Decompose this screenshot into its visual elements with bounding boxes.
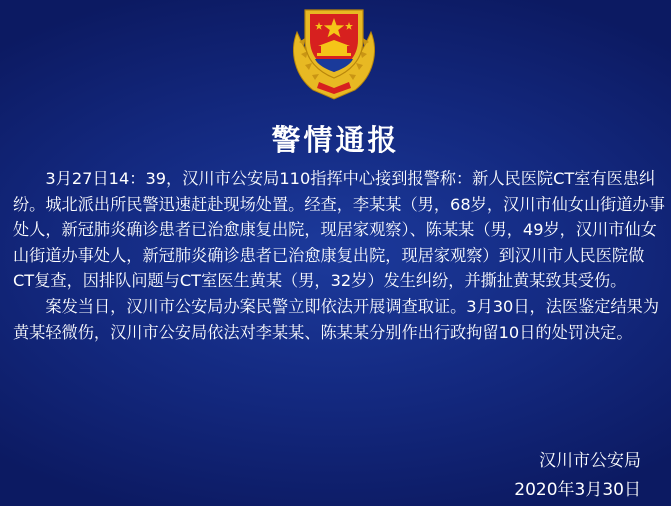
notice-title: 警情通报: [271, 123, 400, 157]
police-emblem-icon: [279, 2, 389, 102]
notice-issuer: 汉川市公安局: [539, 451, 641, 471]
notice-body: [13, 166, 665, 345]
notice-paragraph-1: 3月27日14：39，汉川市公安局110指挥中心接到报警称：新人民医院CT室有医患纠纷。城北派出所民警迅速赶赴现场处置。经查，李某某（男，68岁，汉川市仙女山街道办事处人，新冠肺炎确诊患者已治愈康复出院，现居家观察）、陈某某（男，49岁，汉川市仙女山街道办事处人，新冠肺炎确诊患者已治愈康复出院，现居家观察）到汉川市人民医院做CT复查，因排队问题与CT室医生黄某（男，32岁）发生纠纷，并撕扯黄某致其受伤。: [13, 169, 665, 291]
notice-date: 2020年3月30日: [514, 480, 641, 500]
notice-paragraph-2: 案发当日，汉川市公安局办案民警立即依法开展调查取证。3月30日，法医鉴定结果为黄某轻微伤，汉川市公安局依法对李某某、陈某某分别作出行政拘留10日的处罚决定。: [13, 296, 660, 342]
